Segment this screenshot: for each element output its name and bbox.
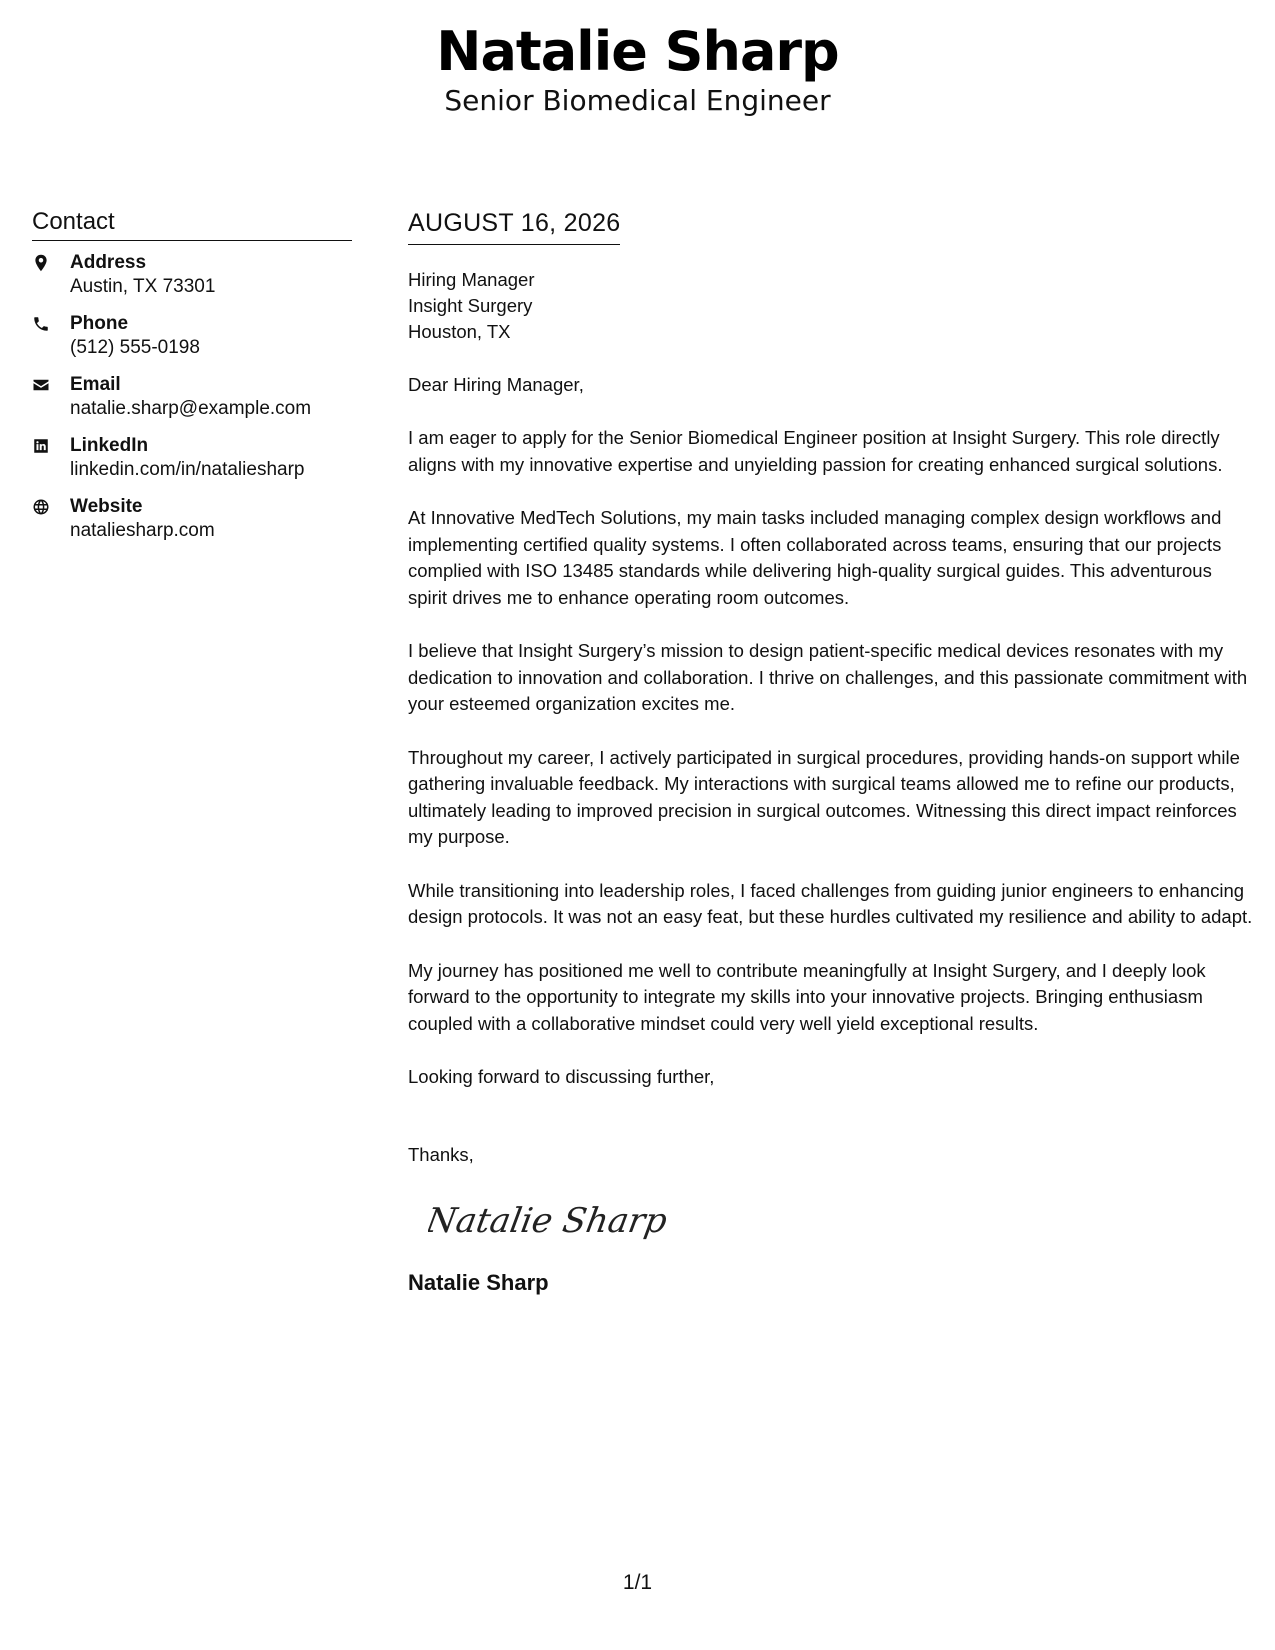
contact-item-website xyxy=(32,495,352,543)
contact-label-address: Address xyxy=(70,252,147,273)
contact-label-linkedin: LinkedIn xyxy=(70,435,149,456)
salutation: Dear Hiring Manager, xyxy=(408,374,584,395)
linkedin-icon xyxy=(32,434,70,457)
letter-paragraphs xyxy=(408,425,1253,1037)
letter-date: AUGUST 16, 2026 xyxy=(408,208,620,245)
contact-section-title: Contact xyxy=(32,208,352,241)
contact-item-address xyxy=(32,251,352,299)
handwritten-signature xyxy=(428,1190,668,1250)
contact-item-phone xyxy=(32,312,352,360)
envelope-icon xyxy=(32,373,70,396)
signer-name: Natalie Sharp xyxy=(408,1270,549,1295)
signature-text: Natalie Sharp xyxy=(428,1201,668,1241)
contact-value-address: Austin, TX 73301 xyxy=(70,276,216,297)
thanks-line: Thanks, xyxy=(408,1144,474,1165)
recipient-block xyxy=(408,267,1253,345)
contact-value-website: nataliesharp.com xyxy=(70,520,215,541)
contact-label-website: Website xyxy=(70,496,143,517)
contact-sidebar xyxy=(32,208,352,556)
contact-label-email: Email xyxy=(70,374,121,395)
letter-paragraph: I believe that Insight Surgery’s mission to design patient-specific medical devices resonates with my dedication to innovation and collaboration. I thrive on challenges, and this passionate commitment with your esteemed organization excites me. xyxy=(408,640,1248,714)
globe-icon xyxy=(32,495,70,518)
recipient-line: Insight Surgery xyxy=(408,295,533,316)
applicant-title: Senior Biomedical Engineer xyxy=(444,84,831,117)
letter-paragraph: My journey has positioned me well to contribute meaningfully at Insight Surgery, and I deeply look forward to the opportunity to integrate my skills into your innovative projects. Bringing enthusiasm coupled with a collaborative mindset could very well yield exceptional results. xyxy=(408,959,1206,1034)
page-number: 1/1 xyxy=(622,1571,653,1594)
contact-item-email xyxy=(32,373,352,421)
recipient-line: Houston, TX xyxy=(408,321,511,342)
contact-value-linkedin: linkedin.com/in/nataliesharp xyxy=(70,459,305,480)
phone-icon xyxy=(32,312,70,335)
contact-value-phone: (512) 555-0198 xyxy=(70,337,200,358)
letter-body xyxy=(408,208,1253,1297)
letter-paragraph: At Innovative MedTech Solutions, my main tasks included managing complex design workflows and implementing certified quality systems. I often collaborated across teams, ensuring that our projects complied with ISO 13485 standards while delivering high-quality surgical guides. This adventurous spirit drives me to enhance operating room outcomes. xyxy=(408,507,1222,608)
contact-item-linkedin xyxy=(32,434,352,482)
resume-header xyxy=(0,20,1275,118)
letter-paragraph: While transitioning into leadership roles, I faced challenges from guiding junior engineers to enhancing design protocols. It was not an easy feat, but these hurdles cultivated my resilience and ability to adapt. xyxy=(408,879,1253,927)
location-pin-icon xyxy=(32,251,70,274)
letter-paragraph: Throughout my career, I actively participated in surgical procedures, providing hands-on support while gathering invaluable feedback. My interactions with surgical teams allowed me to refine our products, ultimately leading to improved precision in surgical outcomes. Witnessing this direct impact reinforces my purpose. xyxy=(408,746,1240,847)
contact-value-email: natalie.sharp@example.com xyxy=(70,398,312,419)
recipient-line: Hiring Manager xyxy=(408,269,535,290)
contact-label-phone: Phone xyxy=(70,313,129,334)
letter-paragraph: I am eager to apply for the Senior Biomedical Engineer position at Insight Surgery. This role directly aligns with my innovative expertise and unyielding passion for creating enhanced surgical solutions. xyxy=(408,427,1223,475)
applicant-name: Natalie Sharp xyxy=(436,20,839,83)
closing-line: Looking forward to discussing further, xyxy=(408,1066,715,1087)
